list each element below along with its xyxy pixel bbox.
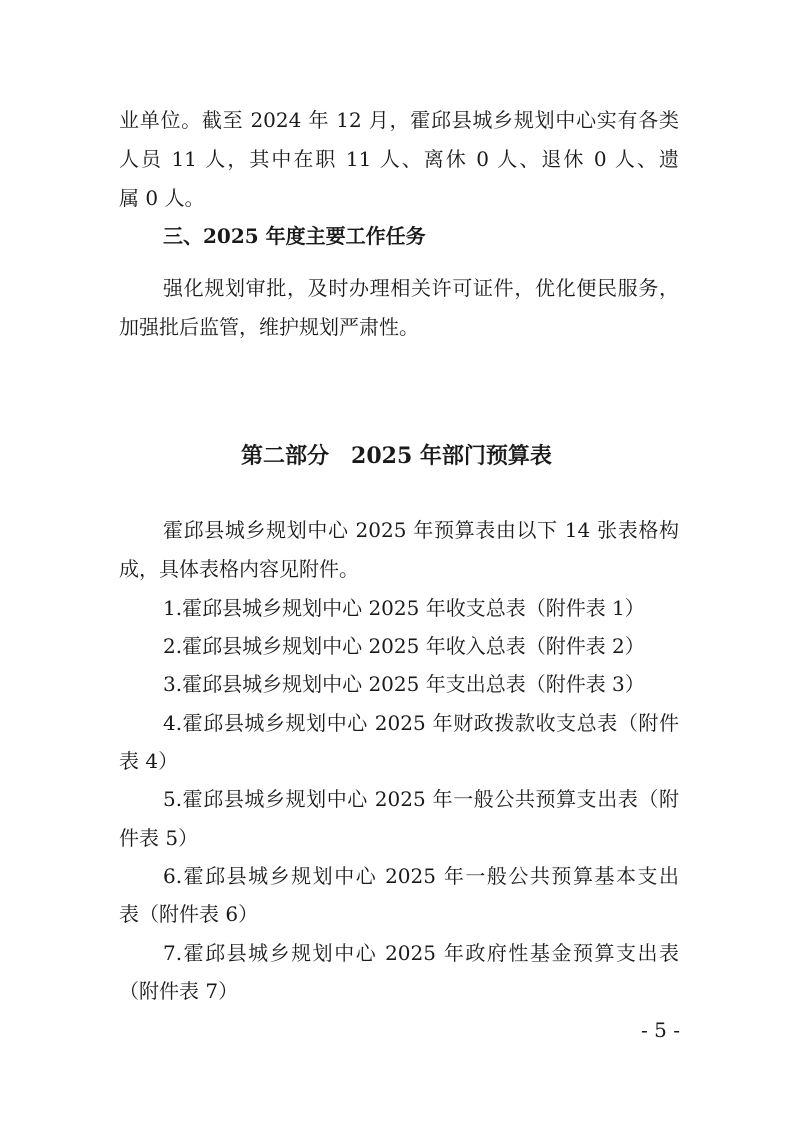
body-line: 业单位。截至 2024 年 12 月，霍邱县城乡规划中心实有各类: [119, 108, 679, 132]
list-item: 7.霍邱县城乡规划中心 2025 年政府性基金预算支出表: [163, 941, 679, 965]
body-line: 属 0 人。: [119, 186, 205, 210]
section-heading: 三、2025 年度主要工作任务: [163, 224, 426, 248]
list-item-continuation: （附件表 7）: [119, 979, 239, 1003]
list-item-continuation: 件表 5）: [119, 826, 199, 850]
page-number: - 5 -: [641, 1018, 680, 1042]
body-line: 加强批后监管，维护规划严肃性。: [119, 315, 419, 339]
list-item: 3.霍邱县城乡规划中心 2025 年支出总表（附件表 3）: [163, 672, 645, 696]
body-line: 霍邱县城乡规划中心 2025 年预算表由以下 14 张表格构: [163, 518, 679, 542]
list-item: 4.霍邱县城乡规划中心 2025 年财政拨款收支总表（附件: [163, 711, 679, 735]
body-line: 强化规划审批，及时办理相关许可证件，优化便民服务，: [163, 276, 679, 300]
list-item-continuation: 表 4）: [119, 749, 179, 773]
list-item: 1.霍邱县城乡规划中心 2025 年收支总表（附件表 1）: [163, 596, 645, 620]
list-item: 6.霍邱县城乡规划中心 2025 年一般公共预算基本支出: [163, 864, 679, 888]
list-item: 2.霍邱县城乡规划中心 2025 年收入总表（附件表 2）: [163, 634, 645, 658]
body-line: 人员 11 人，其中在职 11 人、离休 0 人、退休 0 人、遗: [119, 147, 679, 171]
list-item-continuation: 表（附件表 6）: [119, 902, 259, 926]
list-item: 5.霍邱县城乡规划中心 2025 年一般公共预算支出表（附: [163, 787, 679, 811]
body-line: 成，具体表格内容见附件。: [119, 557, 359, 581]
part-title: 第二部分 2025 年部门预算表: [241, 443, 552, 469]
